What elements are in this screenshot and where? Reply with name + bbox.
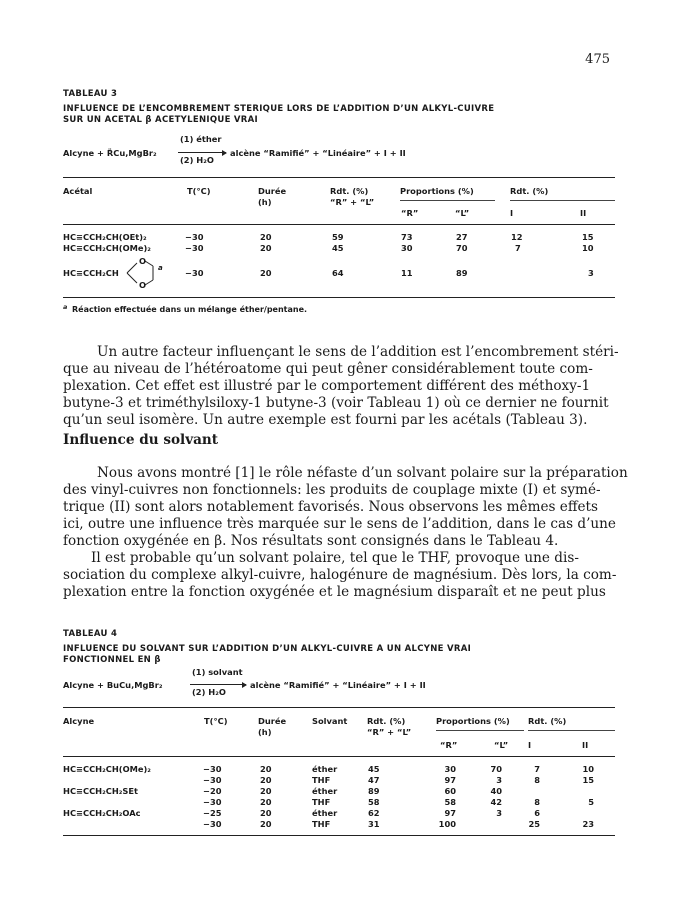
text-line: des vinyl-cuivres non fonctionnels: les produits de couplage mixte (I) et symé- xyxy=(63,482,601,498)
table3-cell-ii: 3 xyxy=(588,268,594,278)
text-line: que au niveau de l’hétéroatome qui peut gêner considérablement toute com- xyxy=(63,361,593,377)
footnote-mark: a xyxy=(63,303,68,311)
table3-header-l: “L” xyxy=(455,208,470,218)
table3-bottom-rule xyxy=(63,297,615,298)
table4-header-l: “L” xyxy=(494,740,509,750)
table4-cell-duree: 20 xyxy=(260,775,272,785)
table3-cell-l: 70 xyxy=(456,243,468,253)
table4-cell-i: 25 xyxy=(528,819,540,829)
text-line: Un autre facteur influençant le sens de l’addition est l’encombrement stéri- xyxy=(97,344,619,360)
table3-cell-temp: −30 xyxy=(185,232,204,242)
table3-reaction-right: alcène “Ramifié” + “Linéaire” + I + II xyxy=(230,148,406,158)
table4-cell-rdt: 31 xyxy=(368,819,380,829)
table4-cell-alcyne: HC≡CCH₂CH(OMe)₂ xyxy=(63,764,151,774)
table4-cell-l: 3 xyxy=(496,808,502,818)
table4-cell-solvant: THF xyxy=(312,797,331,807)
table4-cell-temp: −30 xyxy=(203,819,222,829)
ring-oxygen-bottom: O xyxy=(139,280,147,290)
table3-cell-acetal: HC≡CCH₂CH(OMe)₂ xyxy=(63,243,151,253)
table4-reaction-arrow xyxy=(190,684,246,685)
table3-cell-rdt: 59 xyxy=(332,232,344,242)
table4-cell-solvant: éther xyxy=(312,808,338,818)
table4-cell-alcyne: HC≡CCH₂CH₂SEt xyxy=(63,786,139,796)
table4-cell-duree: 20 xyxy=(260,797,272,807)
table4-cell-rdt: 47 xyxy=(368,775,380,785)
table4-cell-temp: −30 xyxy=(203,797,222,807)
paragraph-solvant-2 xyxy=(63,550,615,601)
table3-cell-ii: 10 xyxy=(582,243,594,253)
table4-cell-i: 7 xyxy=(534,764,540,774)
table4-cell-i: 8 xyxy=(534,775,540,785)
table4-reaction-below: (2) H₂O xyxy=(192,687,226,697)
table4-cell-rdt: 58 xyxy=(368,797,380,807)
table4-label: TABLEAU 4 xyxy=(63,629,118,639)
table4-title-line2: FONCTIONNEL EN β xyxy=(63,655,161,665)
table3-header-i: I xyxy=(510,208,514,218)
table4-cell-solvant: THF xyxy=(312,775,331,785)
table3-header-duree-unit: (h) xyxy=(258,197,272,207)
text-line: sociation du complexe alkyl-cuivre, halogénure de magnésium. Dès lors, la com- xyxy=(63,567,617,583)
table4-cell-ii: 10 xyxy=(582,764,594,774)
table3-cell-rdt: 64 xyxy=(332,268,344,278)
text-line: trique (II) sont alors notablement favorisés. Nous observons les mêmes effets xyxy=(63,499,598,515)
table4-cell-duree: 20 xyxy=(260,786,272,796)
table3-cell-ii: 15 xyxy=(582,232,594,242)
text-line: fonction oxygénée en β. Nos résultats sont consignés dans le Tableau 4. xyxy=(63,533,559,549)
table4-cell-temp: −30 xyxy=(203,775,222,785)
table4-header-rdt: Rdt. (%) xyxy=(367,716,406,726)
table4-reaction-left: Alcyne + BuCu,MgBr₂ xyxy=(63,680,163,690)
table3-cell-duree: 20 xyxy=(260,232,272,242)
table4-cell-alcyne: HC≡CCH₂CH₂OAc xyxy=(63,808,141,818)
table4-cell-r: 97 xyxy=(444,808,456,818)
text-line: plexation entre la fonction oxygénée et le magnésium disparaît et ne peut plus xyxy=(63,584,606,600)
table3-header-r: “R” xyxy=(401,208,419,218)
table3-header-acetal: Acétal xyxy=(63,186,93,196)
table4-reaction-right: alcène “Ramifié” + “Linéaire” + I + II xyxy=(250,680,426,690)
table3-cell-duree: 20 xyxy=(260,268,272,278)
table4-cell-solvant: éther xyxy=(312,786,338,796)
table3-cell-r: 30 xyxy=(401,243,413,253)
table3-cell-l: 89 xyxy=(456,268,468,278)
table4-header-rdt-sub: “R” + “L” xyxy=(367,727,412,737)
table4-cell-temp: −30 xyxy=(203,764,222,774)
table4-cell-r: 60 xyxy=(444,786,456,796)
table3-title-line2: SUR UN ACETAL β ACETYLENIQUE VRAI xyxy=(63,115,258,125)
table3-header-rdt: Rdt. (%) xyxy=(330,186,369,196)
page-number: 475 xyxy=(585,52,610,67)
table4-header-rdt2: Rdt. (%) xyxy=(528,716,567,726)
text-line: Nous avons montré [1] le rôle néfaste d’un solvant polaire sur la préparation xyxy=(97,465,628,481)
table3-rdt2-rule xyxy=(510,200,615,201)
table4-header-r: “R” xyxy=(440,740,458,750)
table4-header-duree: Durée xyxy=(258,716,287,726)
text-line: plexation. Cet effet est illustré par le comportement différent des méthoxy-1 xyxy=(63,378,591,394)
table4-cell-duree: 20 xyxy=(260,764,272,774)
table4-header-solvant: Solvant xyxy=(312,716,348,726)
table3-cell-i: 7 xyxy=(515,243,521,253)
table4-cell-r: 100 xyxy=(438,819,456,829)
table3-reaction-above: (1) éther xyxy=(180,134,222,144)
table3-header-ii: II xyxy=(580,208,587,218)
table4-cell-r: 58 xyxy=(444,797,456,807)
table3-cell-acetal: HC≡CCH₂CH(OEt)₂ xyxy=(63,232,147,242)
table4-header-ii: II xyxy=(582,740,589,750)
section-heading: Influence du solvant xyxy=(63,432,219,448)
row-note-mark: a xyxy=(158,264,163,272)
table4-header-rule xyxy=(63,756,615,757)
table4-header-i: I xyxy=(528,740,532,750)
table4-bottom-rule xyxy=(63,835,615,836)
table4-header-alcyne: Alcyne xyxy=(63,716,95,726)
table4-cell-rdt: 62 xyxy=(368,808,380,818)
table4-top-rule xyxy=(63,707,615,708)
table4-proportions-rule xyxy=(436,730,524,731)
table3-reaction-arrow xyxy=(178,152,226,153)
table3-top-rule xyxy=(63,177,615,178)
table3-header-rdt2: Rdt. (%) xyxy=(510,186,549,196)
table3-cell-temp: −30 xyxy=(185,268,204,278)
table3-header-proportions: Proportions (%) xyxy=(400,186,474,196)
table4-cell-temp: −20 xyxy=(203,786,222,796)
table3-header-duree: Durée xyxy=(258,186,287,196)
table4-cell-duree: 20 xyxy=(260,808,272,818)
table4-cell-ii: 15 xyxy=(582,775,594,785)
table3-title-line1: INFLUENCE DE L’ENCOMBREMENT STERIQUE LORS DE L’ADDITION D’UN ALKYL-CUIVRE xyxy=(63,104,495,114)
table4-cell-i: 8 xyxy=(534,797,540,807)
paragraph-encombrement xyxy=(63,344,619,429)
table4-header-duree-unit: (h) xyxy=(258,727,272,737)
ring-oxygen-top: O xyxy=(139,256,147,266)
table4-cell-l: 42 xyxy=(490,797,502,807)
table4-cell-duree: 20 xyxy=(260,819,272,829)
paragraph-solvant-1 xyxy=(63,465,628,550)
text-line: qu’un seul isomère. Un autre exemple est fourni par les acétals (Tableau 3). xyxy=(63,412,588,428)
text-line: Il est probable qu’un solvant polaire, tel que le THF, provoque une dis- xyxy=(91,550,579,566)
table3-label: TABLEAU 3 xyxy=(63,89,118,99)
table3-cell-i: 12 xyxy=(511,232,523,242)
table4-header-proportions: Proportions (%) xyxy=(436,716,510,726)
table3-proportions-rule xyxy=(400,200,495,201)
table3-header-rdt-sub: “R” + “L” xyxy=(330,197,375,207)
table3-reaction-below: (2) H₂O xyxy=(180,155,214,165)
table3-cell-r: 73 xyxy=(401,232,413,242)
table3-reaction-left: Alcyne + R̈Cu,MgBr₂ xyxy=(63,148,157,158)
table3-header-temp: T(°C) xyxy=(187,186,211,196)
table4-cell-rdt: 45 xyxy=(368,764,380,774)
table3-cell-temp: −30 xyxy=(185,243,204,253)
table4-cell-l: 70 xyxy=(490,764,502,774)
table3-cell-acetal: HC≡CCH₂CH xyxy=(63,268,119,278)
table3-cell-duree: 20 xyxy=(260,243,272,253)
table3-cell-l: 27 xyxy=(456,232,468,242)
table4-cell-i: 6 xyxy=(534,808,540,818)
text-line: butyne-3 et triméthylsiloxy-1 butyne-3 (voir Tableau 1) où ce dernier ne fournit xyxy=(63,395,609,411)
table4-cell-r: 30 xyxy=(444,764,456,774)
table4-cell-solvant: THF xyxy=(312,819,331,829)
table4-rdt2-rule xyxy=(528,730,615,731)
table4-cell-l: 3 xyxy=(496,775,502,785)
table4-cell-l: 40 xyxy=(490,786,502,796)
table4-cell-solvant: éther xyxy=(312,764,338,774)
table4-cell-ii: 5 xyxy=(588,797,594,807)
table4-title-line1: INFLUENCE DU SOLVANT SUR L’ADDITION D’UN ALKYL-CUIVRE A UN ALCYNE VRAI xyxy=(63,644,472,654)
table4-reaction-above: (1) solvant xyxy=(192,667,243,677)
table3-cell-r: 11 xyxy=(401,268,413,278)
table3-cell-rdt: 45 xyxy=(332,243,344,253)
table3-footnote: Réaction effectuée dans un mélange éther/pentane. xyxy=(72,305,308,314)
table3-header-rule xyxy=(63,224,615,225)
table4-cell-rdt: 89 xyxy=(368,786,380,796)
table4-cell-r: 97 xyxy=(444,775,456,785)
table4-cell-ii: 23 xyxy=(582,819,594,829)
table4-header-temp: T(°C) xyxy=(204,716,228,726)
table4-cell-temp: −25 xyxy=(203,808,222,818)
text-line: ici, outre une influence très marquée sur le sens de l’addition, dans le cas d’une xyxy=(63,516,616,532)
